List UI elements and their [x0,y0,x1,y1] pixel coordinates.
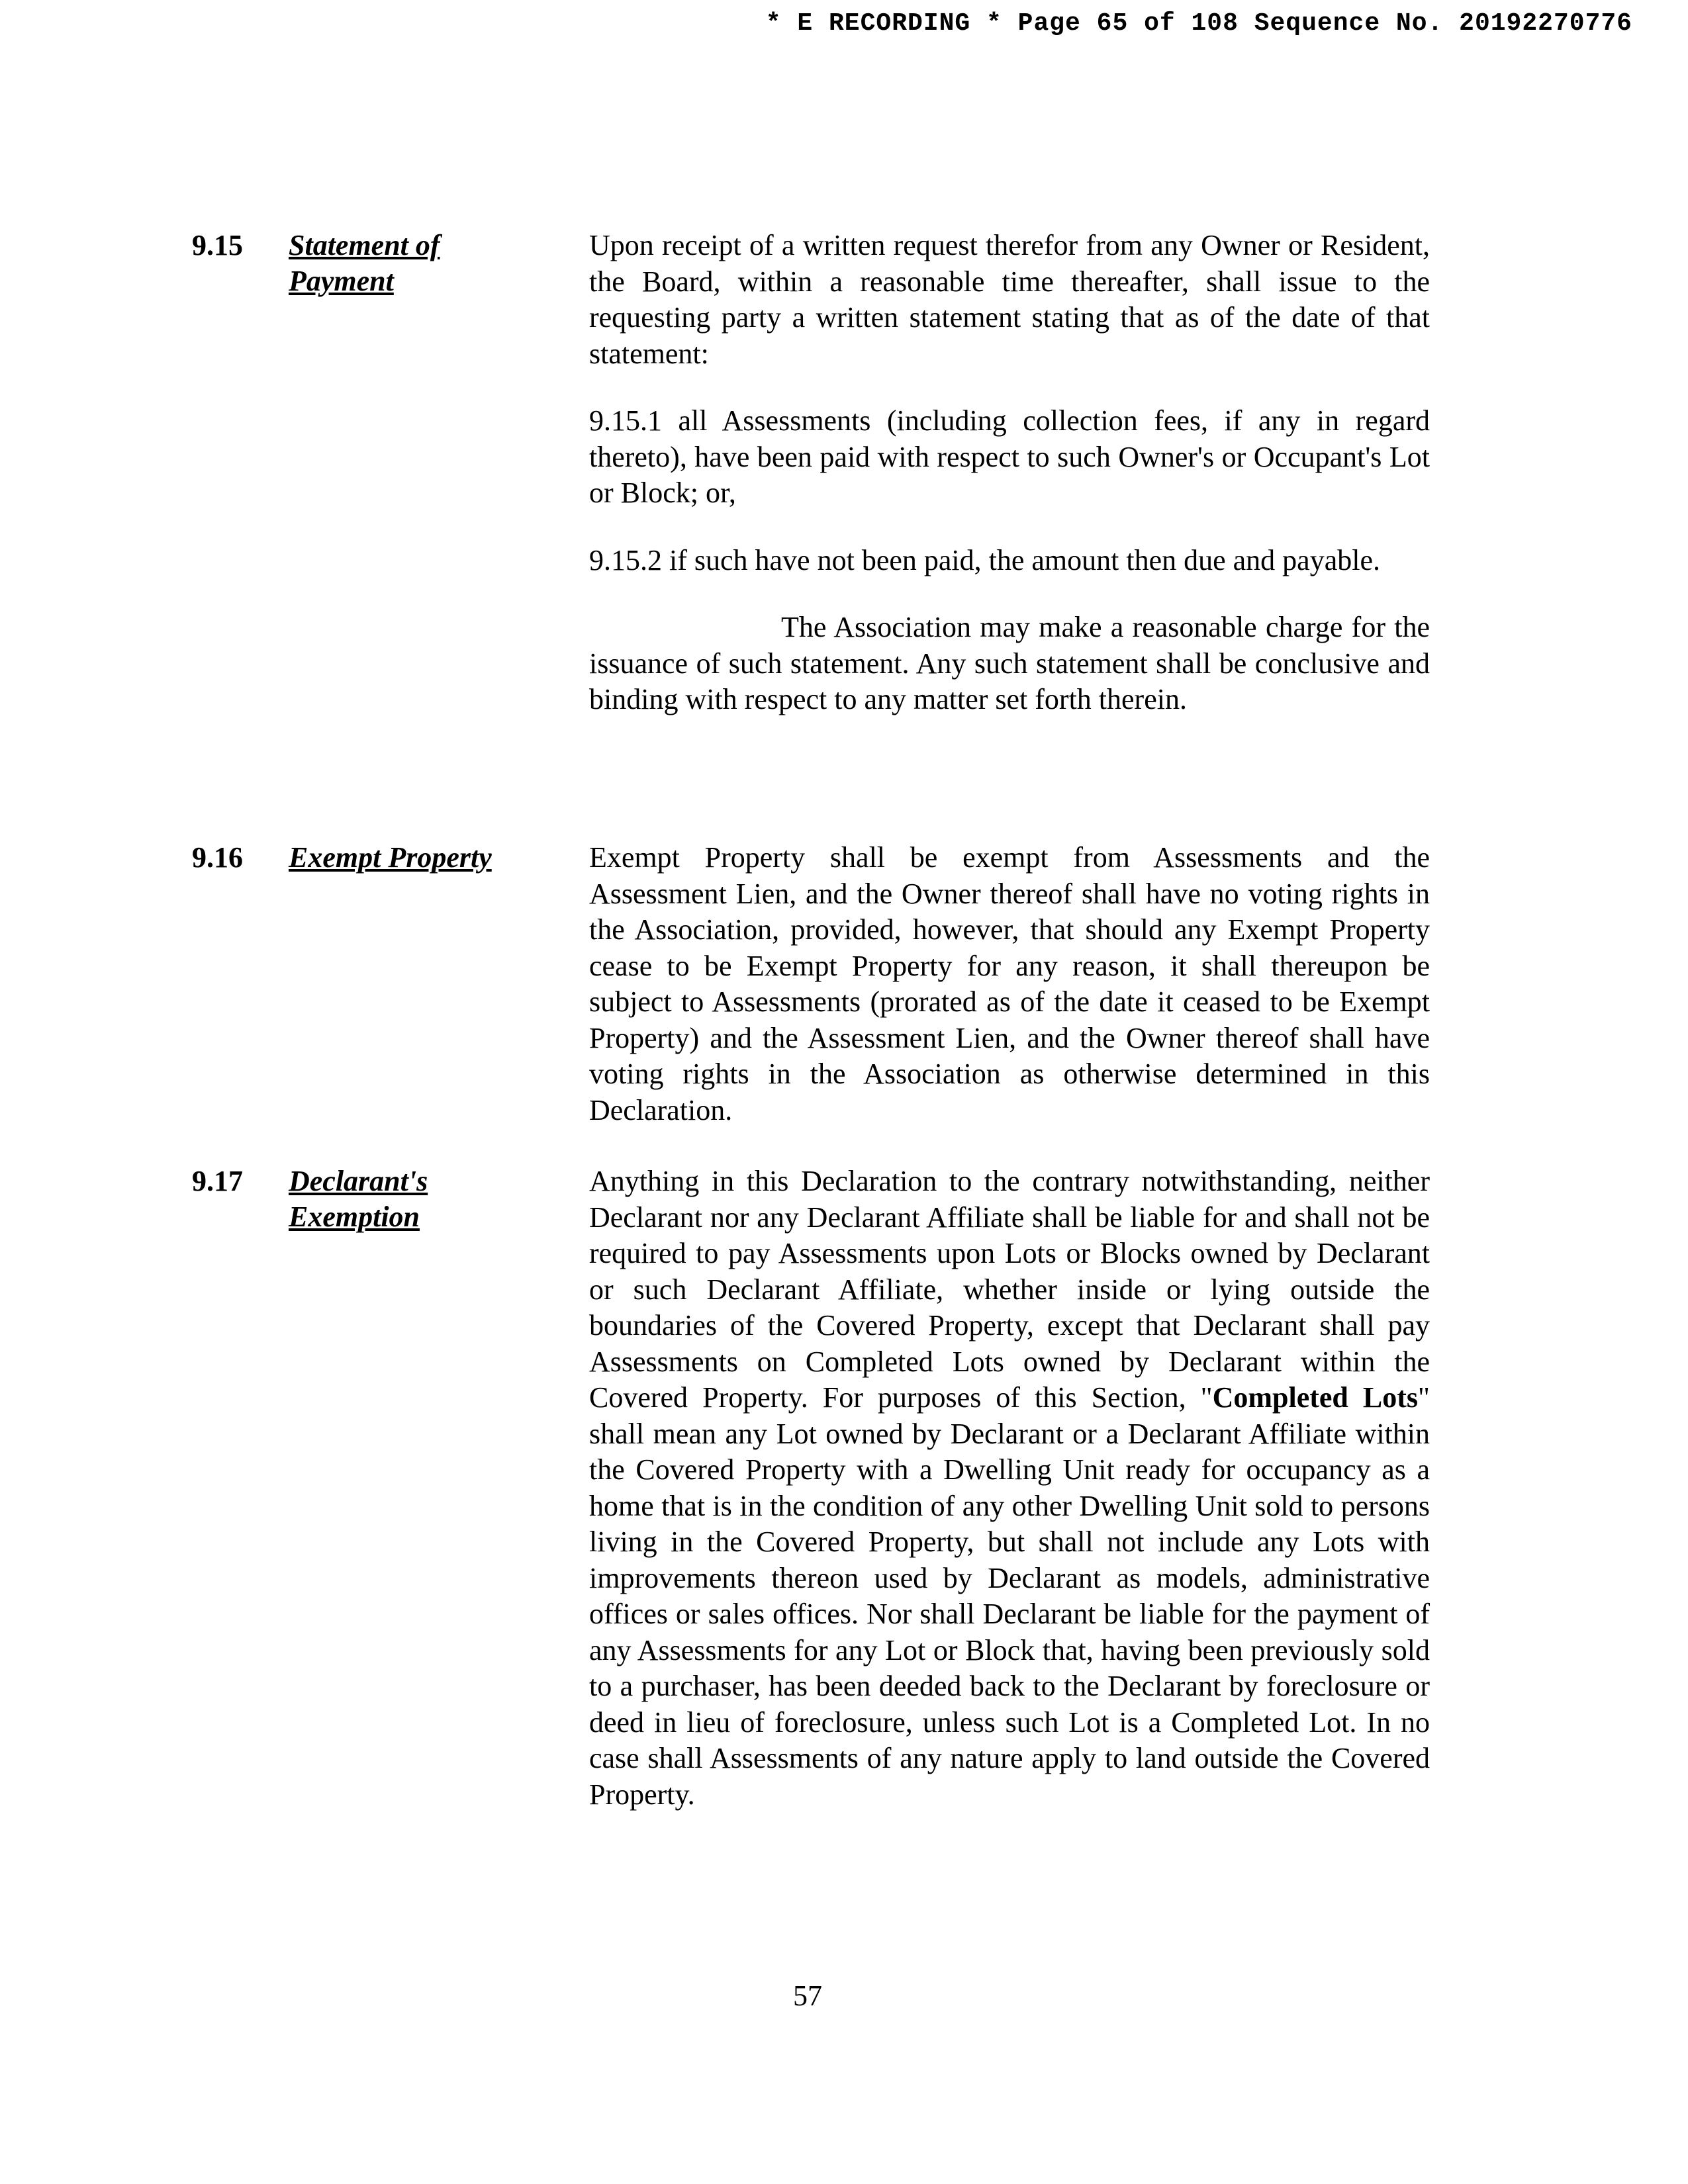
paragraph-text: Anything in this Declaration to the contrary notwithstanding, neither Declarant nor any Declarant Affiliate shall be liable for and shall not be required to pay Assessments upon Lots or Blocks owned by Declarant or such Declarant Affiliate, whether inside or lying outside the boundaries of the Covered Property, except that Declarant shall pay Assessments on Completed Lots owned by Declarant within the Covered Property. For purposes of this Section, " [589,1165,1430,1414]
section-title: Statement of Payment [289,229,440,297]
section-body [589,1163,1430,1813]
section-body [589,840,1430,1128]
subsection-9-15-2: 9.15.2 if such have not been paid, the amount then due and payable. [589,543,1380,576]
section-title: Exempt Property [289,841,492,874]
section-number: 9.16 [192,841,243,874]
paragraph: Upon receipt of a written request therefor from any Owner or Resident, the Board, within a reasonable time thereafter, shall issue to the requesting party a written statement stating that as of the date of that statement: [589,229,1430,370]
paragraph [589,1163,1430,1813]
section-number: 9.17 [192,1165,243,1197]
section-body [589,228,1430,718]
recording-header: * E RECORDING * Page 65 of 108 Sequence No. 20192270776 [765,9,1632,38]
paragraph: The Association may make a reasonable charge for the issuance of such statement. Any such statement shall be conclusive and binding with respect to any matter set forth therein. [589,611,1430,715]
subsection-9-15-1: 9.15.1 all Assessments (including collection fees, if any in regard thereto), have been paid with respect to such Owner's or Occupant's Lot or Block; or, [589,404,1430,509]
defined-term: Completed Lots [1212,1381,1419,1414]
page-number: 57 [793,1979,822,2012]
paragraph-text: " shall mean any Lot owned by Declarant or a Declarant Affiliate within the Covered Property with a Dwelling Unit ready for occupancy as a home that is in the condition of any other Dwelling Unit sold to persons living in the Covered Property, but shall not include any Lots with improvements thereon used by Declarant as models, administrative offices or sales offices. Nor shall Declarant be liable for the payment of any Assessments for any Lot or Block that, having been previously sold to a purchaser, has been deeded back to the Declarant by foreclosure or deed in lieu of foreclosure, unless such Lot is a Completed Lot. In no case shall Assessments of any nature apply to land outside the Covered Property. [589,1381,1430,1811]
paragraph: Exempt Property shall be exempt from Assessments and the Assessment Lien, and the Owner thereof shall have no voting rights in the Association, provided, however, that should any Exempt Property cease to be Exempt Property for any reason, it shall thereupon be subject to Assessments (prorated as of the date it ceased to be Exempt Property) and the Assessment Lien, and the Owner thereof shall have voting rights in the Association as otherwise determined in this Declaration. [589,841,1430,1126]
section-title: Declarant's Exemption [289,1165,428,1233]
section-number: 9.15 [192,229,243,261]
